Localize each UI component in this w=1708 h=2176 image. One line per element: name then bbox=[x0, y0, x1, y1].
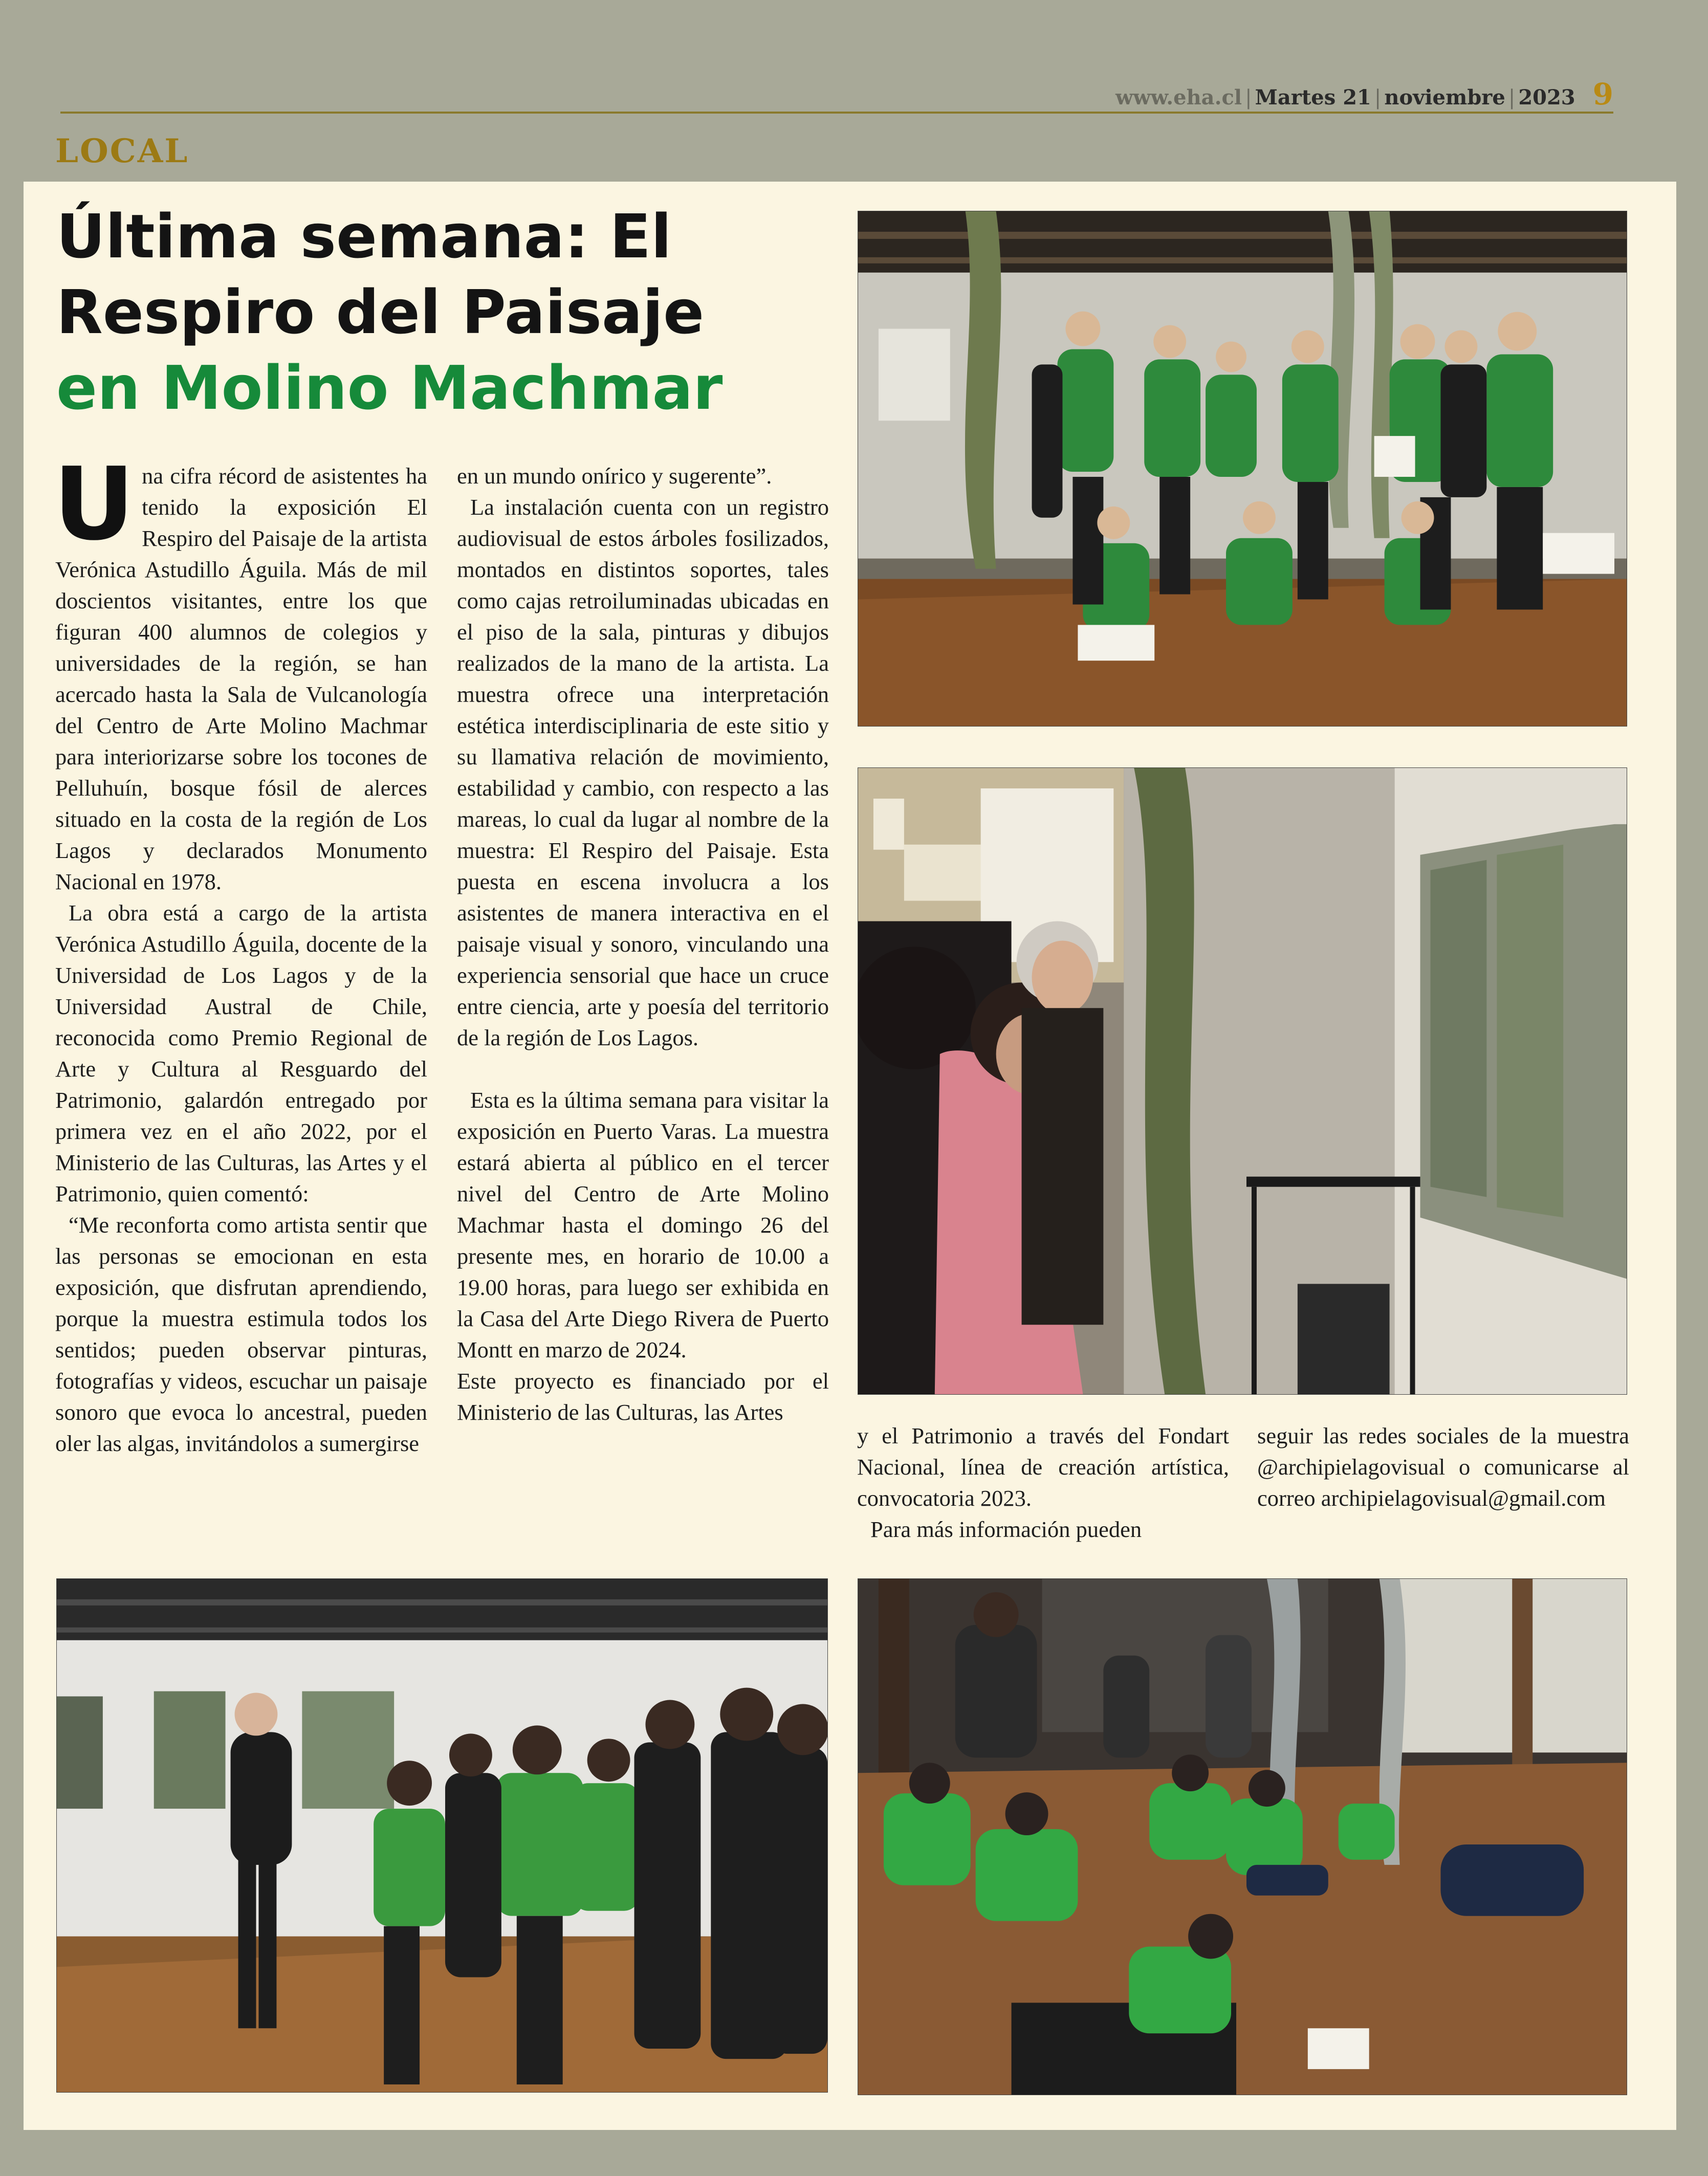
paragraph: seguir las redes sociales de la muestra @archipielagovisual o comunicarse al correo archipielagovisual@gmail.com bbox=[1257, 1423, 1629, 1511]
article-column-3 bbox=[857, 1420, 1229, 1545]
headline bbox=[56, 199, 855, 426]
section-label: LOCAL bbox=[55, 132, 189, 170]
page-header: www.eha.cl | Martes 21 | noviembre | 2023 9 bbox=[1115, 77, 1613, 112]
headline-line-1: Última semana: El bbox=[56, 201, 672, 272]
headline-line-3: en Molino Machmar bbox=[56, 353, 723, 423]
paragraph: La obra está a cargo de la artista Verónica Astudillo Águila, docente de la Universidad de Los Lagos y de la Universidad Austral de Chile, reconocida como Premio Regional de Arte y Cultura al Resguardo del Patrimonio, galardón entregado por primera vez en el año 2022, por el Ministerio de las Culturas, las Artes y el Patrimonio, quien comentó: bbox=[55, 900, 427, 1206]
header-date-month: noviembre bbox=[1384, 85, 1505, 109]
headline-line-2: Respiro del Paisaje bbox=[56, 277, 705, 347]
paragraph: “Me reconforta como artista sentir que las personas se emocionan en esta exposición, que disfrutan aprendiendo, porque la muestra estimula todos los sentidos; pueden observar pinturas, fotografías y videos, escuchar un paisaje sonoro que evoca lo ancestral, pueden oler las algas, invitándolos a sumergirse bbox=[55, 1212, 427, 1456]
header-rule bbox=[60, 112, 1613, 114]
photo-group-students bbox=[858, 211, 1627, 727]
paragraph: y el Patrimonio a través del Fondart Nacional, línea de creación artística, convocatoria 2023. bbox=[857, 1423, 1229, 1511]
article-column-2 bbox=[457, 460, 829, 1428]
paragraph: Esta es la última semana para visitar la exposición en Puerto Varas. La muestra estará abierta al público en el tercer nivel del Centro de Arte Molino Machmar hasta el domingo 26 del presente mes, en horario de 10.00 a 19.00 horas, para luego ser exhibida en la Casa del Arte Diego Rivera de Puerto Montt en marzo de 2024. bbox=[457, 1087, 829, 1362]
paragraph: La instalación cuenta con un registro audiovisual de estos árboles fosilizados, montados en distintos soportes, tales como cajas retroiluminadas ubicadas en el piso de la sala, pinturas y dibujos realizados de la mano de la artista. La muestra ofrece una interpretación estética interdisciplinaria de este sitio y su llamativa relación de movimiento, estabilidad y cambio, con respecto a las mareas, lo cual da lugar al nombre de la muestra: El Respiro del Paisaje. Esta puesta en escena involucra a los asistentes de manera interactiva en el paisaje visual y sonoro, vinculando una experiencia sensorial que hace un cruce entre ciencia, arte y poesía del territorio de la región de Los Lagos. bbox=[457, 494, 829, 1050]
photo-students-floor bbox=[858, 1578, 1627, 2095]
paragraph: Para más información pueden bbox=[870, 1516, 1142, 1542]
header-date-day: Martes 21 bbox=[1255, 85, 1371, 109]
photo-guide-students bbox=[56, 1578, 828, 2093]
drop-cap: U bbox=[53, 446, 135, 563]
photo-visitors-paintings bbox=[858, 767, 1627, 1395]
page-number: 9 bbox=[1592, 77, 1613, 112]
paragraph: Una cifra récord de asistentes ha tenido la exposición El Respiro del Paisaje de la artista Verónica Astudillo Águila. Más de mil doscientos visitantes, entre los que figuran 400 alumnos de colegios y universidades de la región, se han acercado hasta la Sala de Vulcanología del Centro de Arte Molino Machmar para interiorizarse sobre los tocones de Pelluhuín, bosque fósil de alerces situado en la costa de la región de Los Lagos y declarados Monumento Nacional en 1978. bbox=[53, 446, 427, 894]
header-date-year: 2023 bbox=[1518, 85, 1575, 109]
article-column-1 bbox=[53, 446, 427, 1459]
site-url[interactable]: www.eha.cl bbox=[1115, 85, 1242, 109]
paragraph: Este proyecto es financiado por el Ministerio de las Culturas, las Artes bbox=[457, 1368, 829, 1425]
paragraph: en un mundo onírico y sugerente”. bbox=[457, 463, 772, 489]
article-column-4 bbox=[1257, 1420, 1629, 1514]
